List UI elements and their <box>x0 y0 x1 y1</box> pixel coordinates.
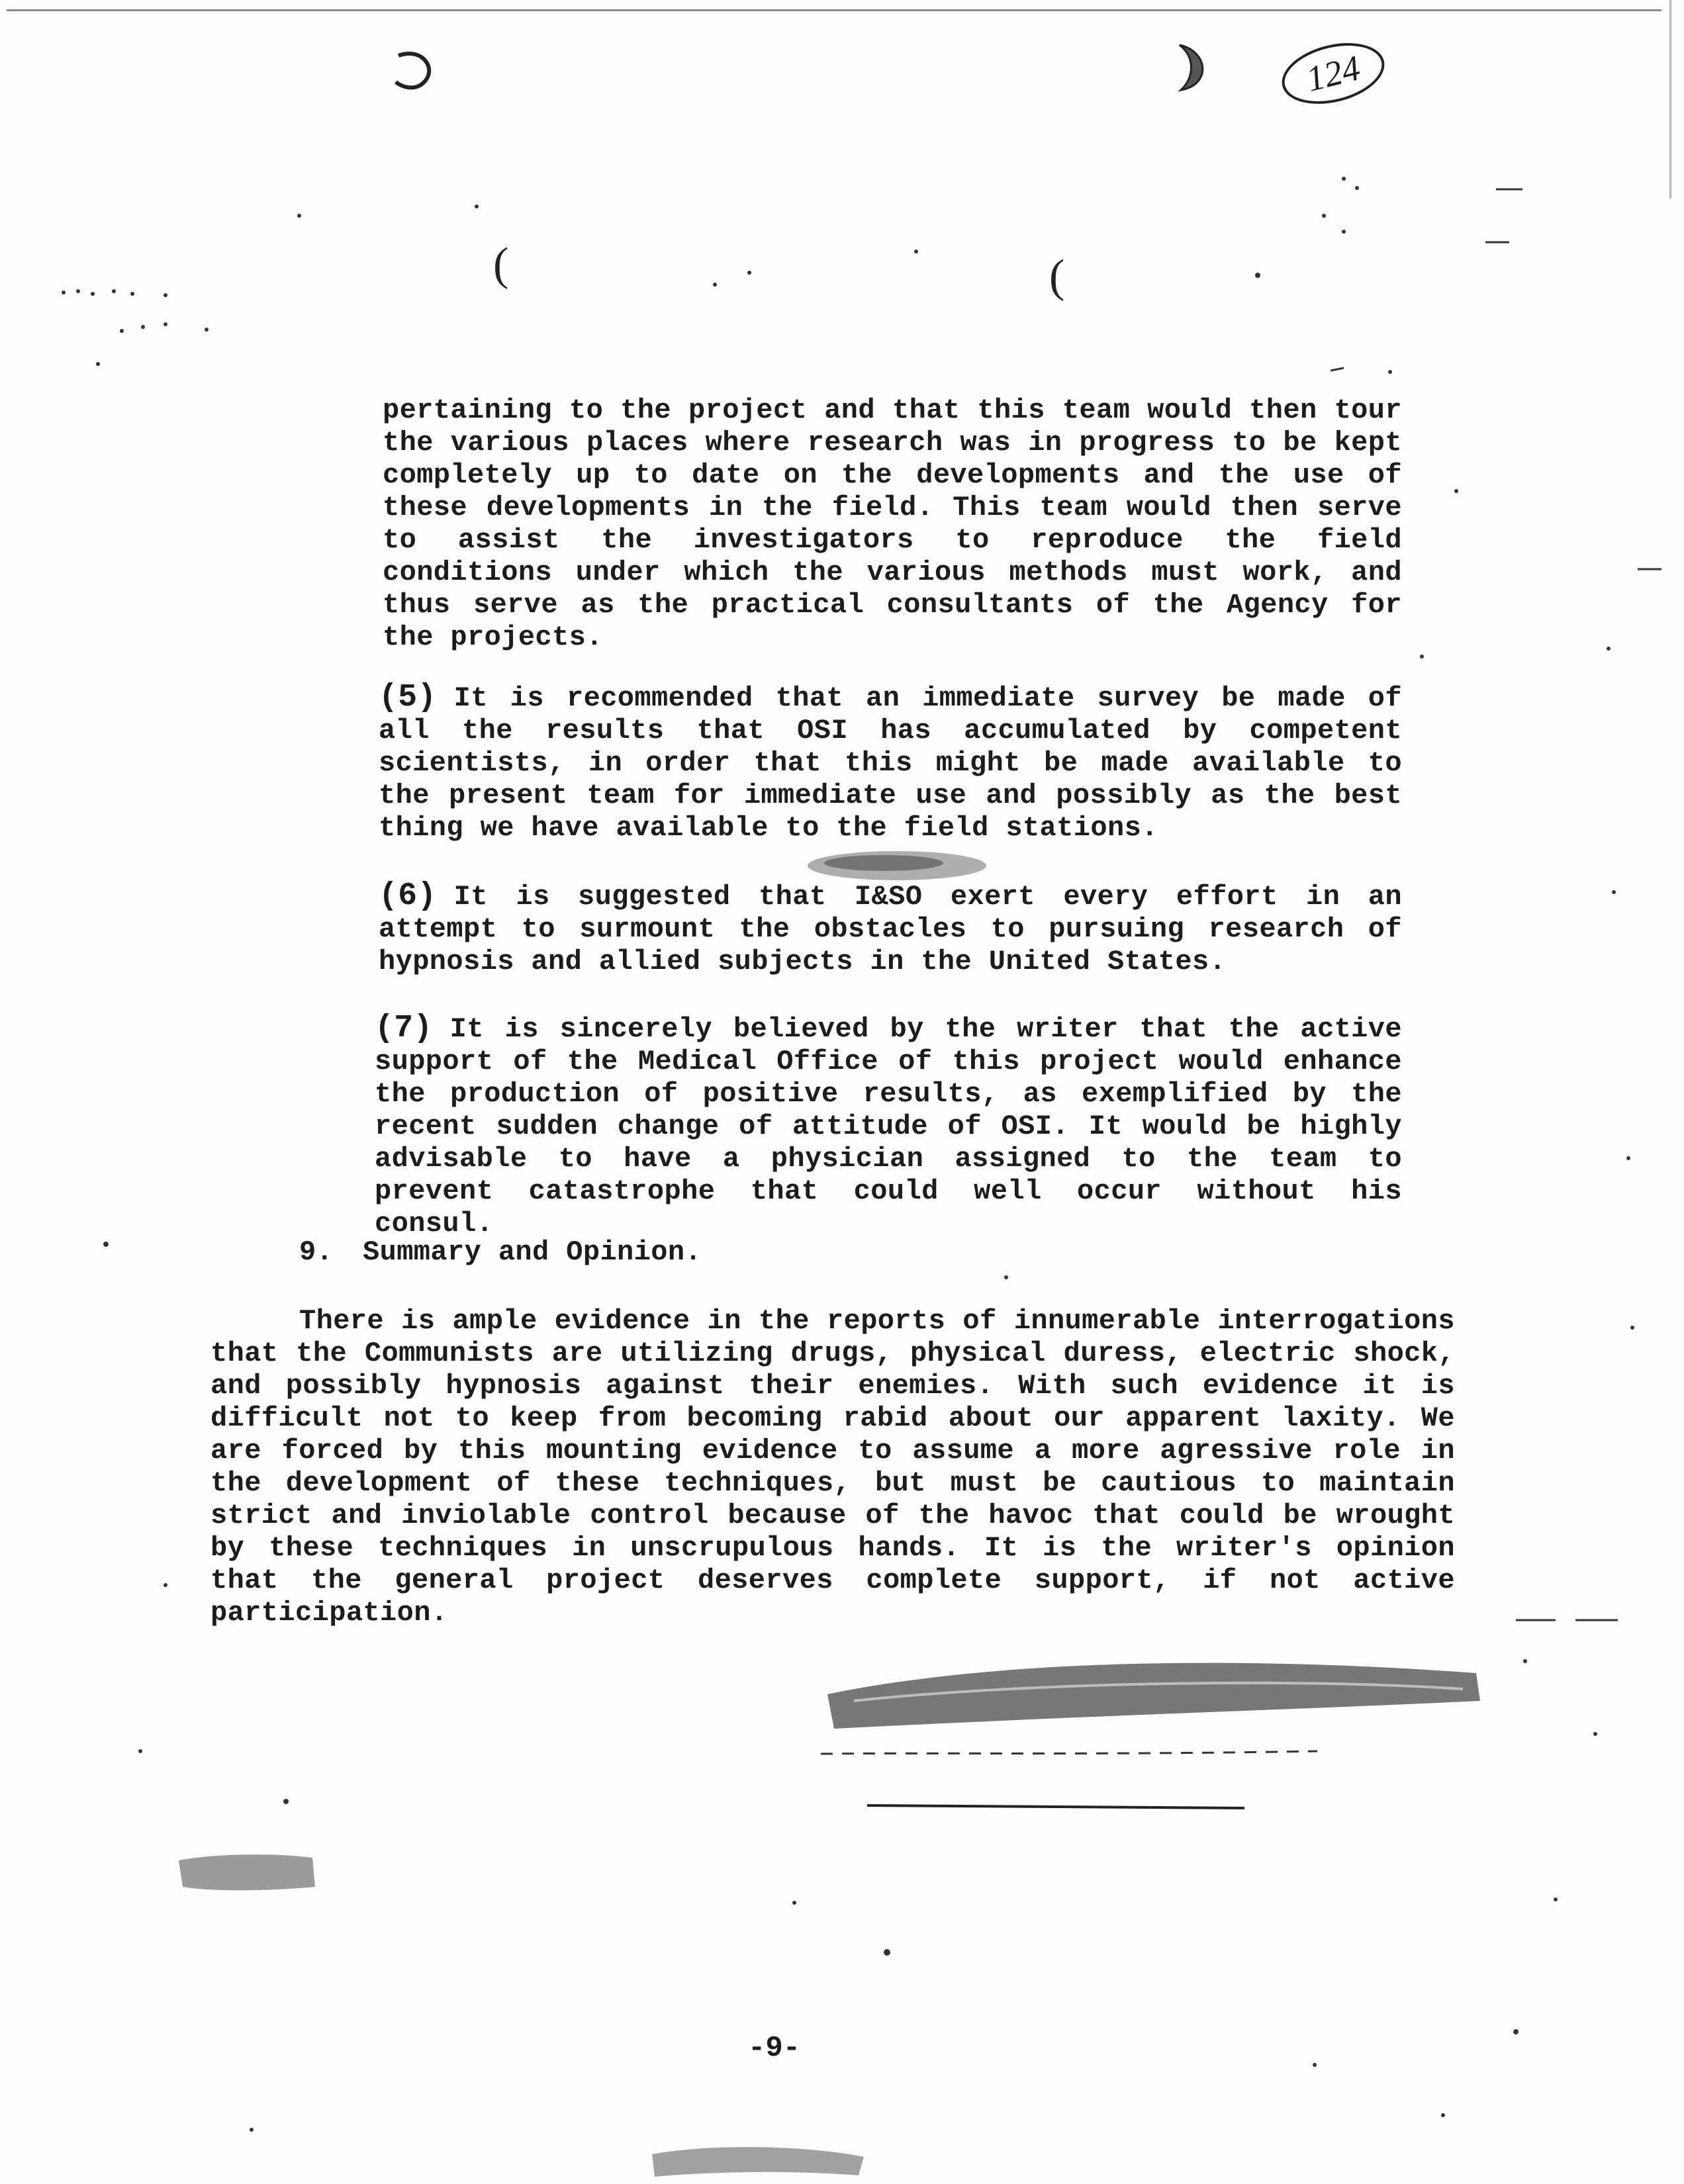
handwritten-circled-number: 124 <box>1276 33 1391 114</box>
paragraph-text: It is suggested that I&SO exert every effort in an attempt to surmount the obstacles to pursuing research of hypnosis and allied subjects in the United States. <box>379 881 1402 978</box>
paragraph-number: (5) <box>379 680 437 715</box>
summary-paragraph: There is ample evidence in the reports of innumerable interrogations that the Communists are utilizing drugs, physical duress, electric shock, and possibly hypnosis against their enemies. With such evidence it is difficult not to keep from becoming rabid about our apparent laxity. We are forced by this mounting evidence to assume a more agressive role in the development of these techniques, but must be cautious to maintain strict and inviolable control because of the havoc that could be wrought by these techniques in unscrupulous hands. It is the writer's opinion that the general project deserves complete support, if not active participation. <box>210 1305 1455 1629</box>
stray-parenthesis-mark: ( <box>1049 251 1065 302</box>
section-number: 9. <box>299 1236 334 1268</box>
paragraph-text: It is recommended that an immediate survey be made of all the results that OSI has accumulated by competent scientists, in order that this might be made available to the present team for immediate use and possibly as the best thing we have available to the field stations. <box>379 682 1402 844</box>
page-number: -9- <box>748 2032 801 2065</box>
stray-parenthesis-mark: ( <box>493 239 509 290</box>
paragraph-4-continuation: pertaining to the project and that this team would then tour the various places where research was in progress to be kept completely up to date on the developments and the use of these developments in the field. This team would then serve to assist the investigators to reproduce the field conditions under which the various methods must work, and thus serve as the practical consultants of the Agency for the projects. <box>383 394 1402 653</box>
paragraph-number: (7) <box>375 1011 433 1046</box>
paragraph-number: (6) <box>379 878 437 914</box>
section-title: Summary and Opinion. <box>363 1236 702 1268</box>
paragraph-text: It is sincerely believed by the writer that the active support of the Medical Office of this project would enhance the production of positive results, as exemplified by the recent sudden change of attitude of OSI. It would be highly advisable to have a physician assigned to the team to prevent catastrophe that could well occur without his consul. <box>375 1013 1402 1240</box>
